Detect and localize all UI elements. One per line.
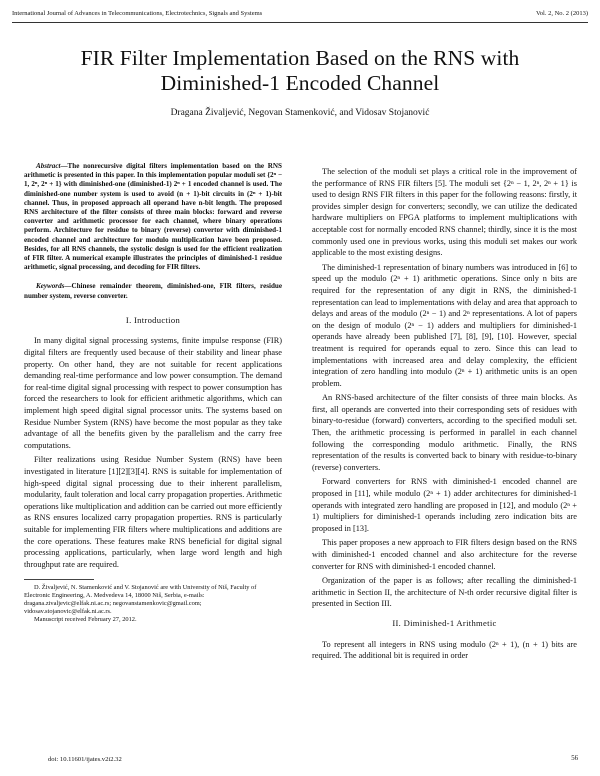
running-header [12,8,588,23]
right-paragraph-1: The selection of the moduli set plays a critical role in the improvement of the performance of RNS FIR filters [5]. The moduli set {2ⁿ − 1, 2ⁿ, 2ⁿ + 1} is used to design RNS FIR filters in this paper for the following reasons: firstly, it provides simpler design for converters; secondly, we can utilize the dedicated hardware multipliers on FPGA platforms to implement multiplications with acceptable cost for normally encoded RNS channel; thirdly, since it is the most commonly used one in previous works, using this moduli set makes our work applicable to the most existing designs. [312,167,577,258]
right-paragraph-3: An RNS-based architecture of the filter consists of three main blocks. As first, all operands are converted into their corresponding sets of residues with binary-to-residue (forward) converters, according to the specified moduli set. Then, the arithmetic processing is performed in parallel in each channel following the corresponding modulo arithmetic. Finally, the RNS representation of the results is converted back to binary with residue-to-binary (reverse) converters. [312,393,577,472]
right-paragraph-2: The diminished-1 representation of binary numbers was introduced in [6] to speed up the modulo (2ⁿ + 1) arithmetic operations. Since only n bits are required for the representation of any digit in RNS, the diminished-1 representation can lead to implementations with delay and area that approach to delays and areas of the modulo (2ⁿ − 1) and 2ⁿ representations. A lot of papers on the design of modulo (2ⁿ − 1) adders and multipliers for diminished-1 operands have already been published [7], [8], [9], [10]. However, special treatment is required for operands equal to zero. Since this can lead to implementations with increased area and delay complexity, the efficient integration of zero handling into modulo (2ⁿ + 1) arithmetic units is an open problem. [312,262,577,388]
left-column [24,162,282,624]
right-paragraph-4: Forward converters for RNS with diminished-1 encoded channel are proposed in [11], while modulo (2ⁿ + 1) adder architectures for diminished-1 operands with integrated zero handling are proposed in [12], and modulo (2ⁿ + 1) multipliers for diminished-1 operands including zero indication bits are proposed in [13]. [312,477,577,533]
intro-paragraph-2: Filter realizations using Residue Number System (RNS) have been investigated in literature [1][2][3][4]. RNS is suitable for implementation of high-speed digital signal processing due to their inherent parallelism, modularity, fault toleration and local carry propagation properties. Arithmetic operations like multiplication and addition can be carried out more efficiently as RNS ensures localized carry propagation properties. RNS is particularly suitable for implementing FIR filters where multiplications and additions are the core operations. These features make RNS beneficial for digital signal processing applications, particularly, when large word length and high throughput rate are required. [24,455,282,569]
manuscript-received: Manuscript received February 27, 2012. [34,616,137,624]
journal-name: International Journal of Advances in Telecommunications, Electrotechnics, Signals and Systems [12,10,263,17]
title-line-2: Diminished-1 Encoded Channel [160,71,440,95]
abstract-label: Abstract [36,162,61,170]
paper-title [20,46,580,96]
author-list: Dragana Živaljević, Negovan Stamenković, and Vidosav Stojanović [170,108,430,118]
abstract: Abstract—The nonrecursive digital filters implementation based on the RNS arithmetic is presented in this paper. In this implementation popular moduli set {2ⁿ − 1, 2ⁿ, 2ⁿ + 1} with diminished-one (diminished-1) 2ⁿ + 1 encoded channel is used. The diminished-one number system is used to avoid (n + 1)-bit circuits in (2ⁿ + 1)-bit channel. Thus, in proposed approach all operand have n-bit length. The proposed RNS architecture of the filter consists of three main blocks: forward and reverse converter and arithmetic processor for each channel, where binary operations perform. Architecture for residue to binary (reverse) convertor with diminished-1 encoded channel and architecture for modulo multiplication have been proposed. Besides, for all RNS channels, the systolic design is used for the efficient realization of FIR filter. A numerical example illustrates the principles of diminished-1 residue arithmetic, signal processing, and decoding for FIR filters. [24,162,282,272]
author-affiliation-footnote: D. Živaljević, N. Stamenković and V. Stojanović are with University of Niš, Faculty of Electronic Engineering, A. Medvedeva 14, 18000 Niš, Serbia, e-mails: dragana.zivaljevic@elfak.ni.ac.rs; negovanstamenkovic@gmail.com; vidosav.stojanovic@elfak.ni.ac.rs. [24,584,257,616]
page-number: 56 [571,755,578,762]
right-column [312,166,577,665]
right-paragraph-7: To represent all integers in RNS using modulo (2ⁿ + 1), (n + 1) bits are required. The additional bit is required in order [312,639,577,661]
right-paragraph-6: Organization of the paper is as follows; after recalling the diminished-1 arithmetic in Section II, the architecture of N-th order recursive digital filter is presented in Section III. [312,576,577,609]
volume-info: Vol. 2, No. 2 (2013) [535,10,588,17]
footnote-divider [24,579,94,580]
keywords-text: Chinese remainder theorem, diminished-one, FIR filters, residue number system, reverse converter. [24,282,282,300]
title-line-1: FIR Filter Implementation Based on the RNS with [80,46,520,70]
abstract-text: The nonrecursive digital filters implementation based on the RNS arithmetic is presented in this paper. In this implementation popular moduli set {2ⁿ − 1, 2ⁿ, 2ⁿ + 1} with diminished-one (diminished-1) 2ⁿ + 1 encoded channel is used. The diminished-one number system is used to avoid (n + 1)-bit circuits in (2ⁿ + 1)-bit channel. Thus, in proposed approach all operand have n-bit length. The proposed RNS architecture of the filter consists of three main blocks: forward and reverse converter and arithmetic processor for each channel, where binary operations perform. Architecture for residue to binary (reverse) convertor with diminished-1 encoded channel and architecture for modulo multiplication have been proposed. Besides, for all RNS channels, the systolic design is used for the efficient realization of FIR filter. A numerical example illustrates the principles of diminished-1 residue arithmetic, signal processing, and decoding for FIR filters. [24,162,282,272]
intro-paragraph-1: In many digital signal processing systems, finite impulse response (FIR) digital filters are frequently used because of their stability and linear phase property. On other hand, they are not suitable for recent applications demanding real-time performance and low power consumption. The demand for real-time digital signal processing with respect to power consumption has forced the researchers to look for efficient arithmetic algorithms, which can implement high speed digital signal processor units. The systems based on Residue Number System (RNS) have become the most popular as they take advantage of all the benefits given by the parallelism and the carry free computations. [24,336,282,450]
doi: doi: 10.11601/ijates.v2i2.32 [48,756,122,763]
section-heading-introduction: I. Introduction [125,314,181,325]
keywords: Keywords—Chinese remainder theorem, diminished-one, FIR filters, residue number system, reverse converter. [24,282,282,300]
keywords-label: Keywords [36,282,65,291]
right-paragraph-5: This paper proposes a new approach to FIR filters design based on the RNS with diminished-1 encoded channel and also architecture for the reverse converter for RNS with diminished-1 encoded channel. [312,538,577,571]
section-heading-diminished-1: II. Diminished-1 Arithmetic [392,617,497,628]
